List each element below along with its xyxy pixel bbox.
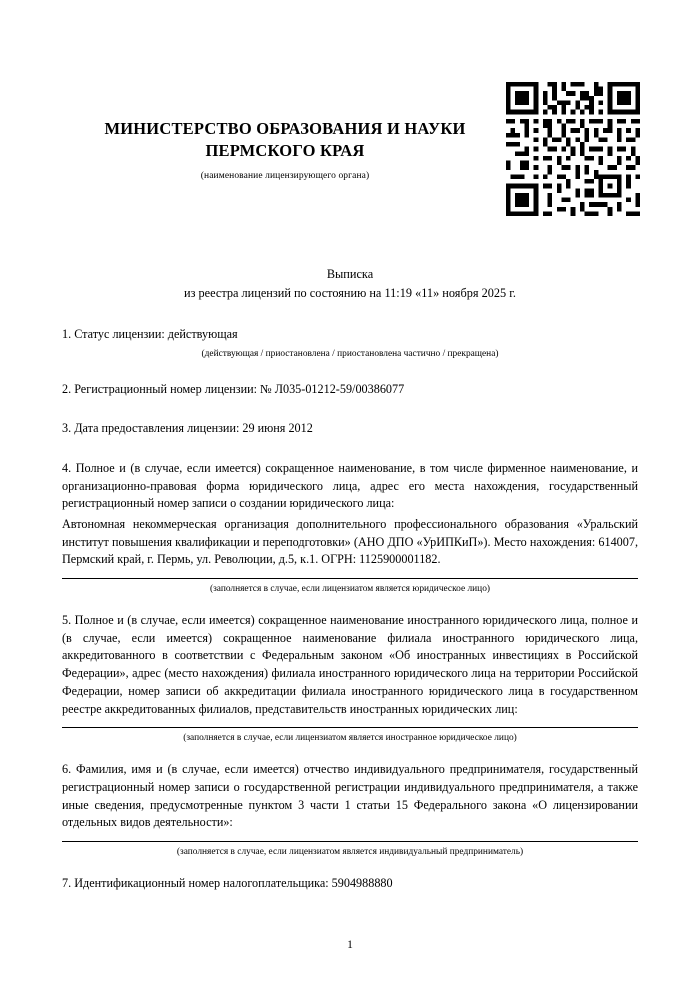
qr-code (506, 82, 640, 216)
item-7-taxpayer-number: 7. Идентификационный номер налогоплательщика: 5904988880 (62, 875, 393, 890)
organization-subtitle: (наименование лицензирующего органа) (200, 170, 370, 181)
item-5-divider (62, 727, 638, 728)
item-6-note: (заполняется в случае, если лицензиатом является индивидуальный предприниматель) (176, 846, 524, 857)
document-title-line2: из реестра лицензий по состоянию на 11:19 «11» ноября 2025 г. (184, 286, 516, 301)
item-4-legal-entity: 4. Полное и (в случае, если имеется) сокращенное наименование, в том числе фирменное наименование, и организационно-правовая форма юридического лица, адрес его места нахождения, государственный регистрационный номер записи о создании юридического лица: (62, 460, 638, 511)
document-title-line1: Выписка (326, 266, 374, 281)
item-5-note: (заполняется в случае, если лицензиатом является иностранное юридическое лицо) (183, 733, 517, 744)
item-4-note: (заполняется в случае, если лицензиатом является юридическое лицо) (209, 584, 490, 595)
item-5-foreign-entity: 5. Полное и (в случае, если имеется) сокращенное наименование иностранного юридического лица, полное и (в случае, если имеется) сокращенное наименование филиала иностранного юридического лица, аккредитованного в соответствии с Федеральным законом «Об иностранных инвестициях в Российской Федерации», адрес (место нахождения) филиала иностранного юридического лица на территории Российской Федерации, номер записи об аккредитации филиала иностранного юридического лица в государственном реестре аккредитованных филиалов, представительств иностранных юридических лиц: (62, 613, 638, 716)
item-4-divider (62, 578, 638, 579)
page-number: 1 (347, 939, 353, 951)
item-4-value: Автономная некоммерческая организация дополнительного профессионального образования «Уральский институт повышения квалификации и переподготовки» (АНО ДПО «УрИПКиП»). Место нахождения: 614007, Пермский край, г. Пермь, ул. Революции, д.5, к.1. ОГРН: 1125900001182. (62, 517, 638, 567)
item-6-divider (62, 841, 638, 842)
item-1-status: 1. Статус лицензии: действующая (62, 326, 238, 341)
item-2-registration-number: 2. Регистрационный номер лицензии: № Л035-01212-59/00386077 (62, 381, 405, 396)
item-6-individual-entrepreneur: 6. Фамилия, имя и (в случае, если имеется) отчество индивидуального предпринимателя, государственный регистрационный номер записи о государственной регистрации индивидуального предпринимателя, а также иные сведения, предусмотренные пунктом 3 части 1 статьи 15 Федерального закона «О лицензировании отдельных видов деятельности»: (62, 762, 638, 830)
item-1-note: (действующая / приостановлена / приостановлена частично / прекращена) (201, 348, 499, 359)
organization-title-line1: МИНИСТЕРСТВО ОБРАЗОВАНИЯ И НАУКИ (104, 119, 466, 138)
document-title (62, 265, 638, 304)
organization-title-line2: ПЕРМСКОГО КРАЯ (205, 140, 365, 160)
item-3-issue-date: 3. Дата предоставления лицензии: 29 июня 2012 (62, 421, 313, 436)
